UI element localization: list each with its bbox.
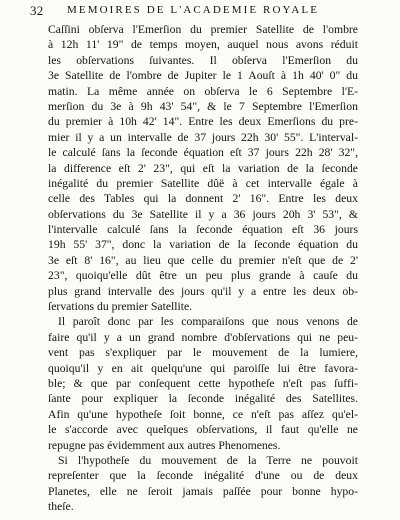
text-line: celle des Tables qui la donnent 2' 16". Entre les deux xyxy=(48,192,358,206)
text-line: 3e Satellite de l'ombre de Jupiter le 1 Aouſt à 1h 40' 0" du xyxy=(48,69,358,83)
text-line: les obſervations ſuivantes. Il obſerva l'Emerſion du xyxy=(48,53,358,67)
text-line: Caſſini obſerva l'Emerſion du premier Satellite de l'ombre xyxy=(48,23,358,36)
text-line: à 12h 11' 19" de temps moyen, auquel nous avons réduit xyxy=(48,38,358,52)
text-line: ble; & que par conſequent cette hypotheſe n'eſt pas ſuffi- xyxy=(48,376,358,390)
text-line: l'intervalle calculé ſans la ſeconde équation eſt 36 jours xyxy=(48,223,358,237)
text-line: repreſenter que la ſeconde inégalité d'une ou de deux xyxy=(48,469,358,483)
text-line: inégalité du premier Satellite dûë à cet intervalle égale à xyxy=(48,176,358,190)
text-line: la difference eſt 2' 23", qui eſt la variation de la ſeconde xyxy=(48,161,358,175)
text-line: ſervations du premier Satellite. xyxy=(48,300,193,314)
text-line: du premier à 10h 42' 14". Entre les deux Emerſions du pre- xyxy=(48,115,358,129)
text-line: plus grand intervalle des jours qu'il y a entre les deux ob- xyxy=(48,284,358,298)
body-text xyxy=(48,22,358,515)
text-line: le calculé ſans la ſeconde équation eſt 37 jours 22h 28' 32", xyxy=(48,146,358,160)
text-line: matin. La même année on obſerva le 6 Septembre l'E- xyxy=(48,84,358,98)
text-line: ſante pour expliquer la ſeconde inégalité des Satellites. xyxy=(48,392,358,406)
text-line: quoiqu'il y en ait quelqu'une qui paroiſſe lui être favora- xyxy=(48,361,358,375)
text-line: repugne pas évidemment aux autres Phenomenes. xyxy=(48,438,281,452)
text-line: Afin qu'une hypotheſe ſoit bonne, ce n'eſt pas aſſez qu'el- xyxy=(48,407,358,421)
page-header xyxy=(30,3,365,19)
running-head: MEMOIRES DE L'ACADEMIE ROYALE xyxy=(67,4,320,16)
text-line: 23", quoiqu'elle dût être un peu plus grande à cauſe du xyxy=(48,269,358,283)
text-line: 19h 55' 37", donc la variation de la ſeconde équation du xyxy=(48,238,358,252)
text-line: obſervations du 3e Satellite il y a 36 jours 20h 3' 53", & xyxy=(48,207,358,221)
page-number: 32 xyxy=(30,3,44,18)
text-line: theſe. xyxy=(48,500,74,514)
text-line: le s'accorde avec quelques obſervations, il faut qu'elle ne xyxy=(48,423,358,437)
text-line: mier il y a un intervalle de 37 jours 22h 30' 55". L'interval- xyxy=(48,130,358,144)
text-line: Planetes, elle ne ſeroit jamais paſſée pour bonne hypo- xyxy=(48,484,358,498)
text-line: Si l'hypotheſe du mouvement de la Terre ne pouvoit xyxy=(58,453,358,467)
text-line: merſion du 3e à 9h 43' 54", & le 7 Septembre l'Emerſion xyxy=(48,99,358,113)
text-line: faire qu'il y a un grand nombre d'obſervations qui ne peu- xyxy=(48,330,358,344)
text-line: vent pas s'expliquer par le mouvement de la lumiere, xyxy=(48,346,358,360)
text-line: Il paroît donc par les comparaiſons que nous venons de xyxy=(58,315,358,329)
text-line: 3e eſt 8' 16", au lieu que celle du premier n'eſt que de 2' xyxy=(48,253,358,267)
